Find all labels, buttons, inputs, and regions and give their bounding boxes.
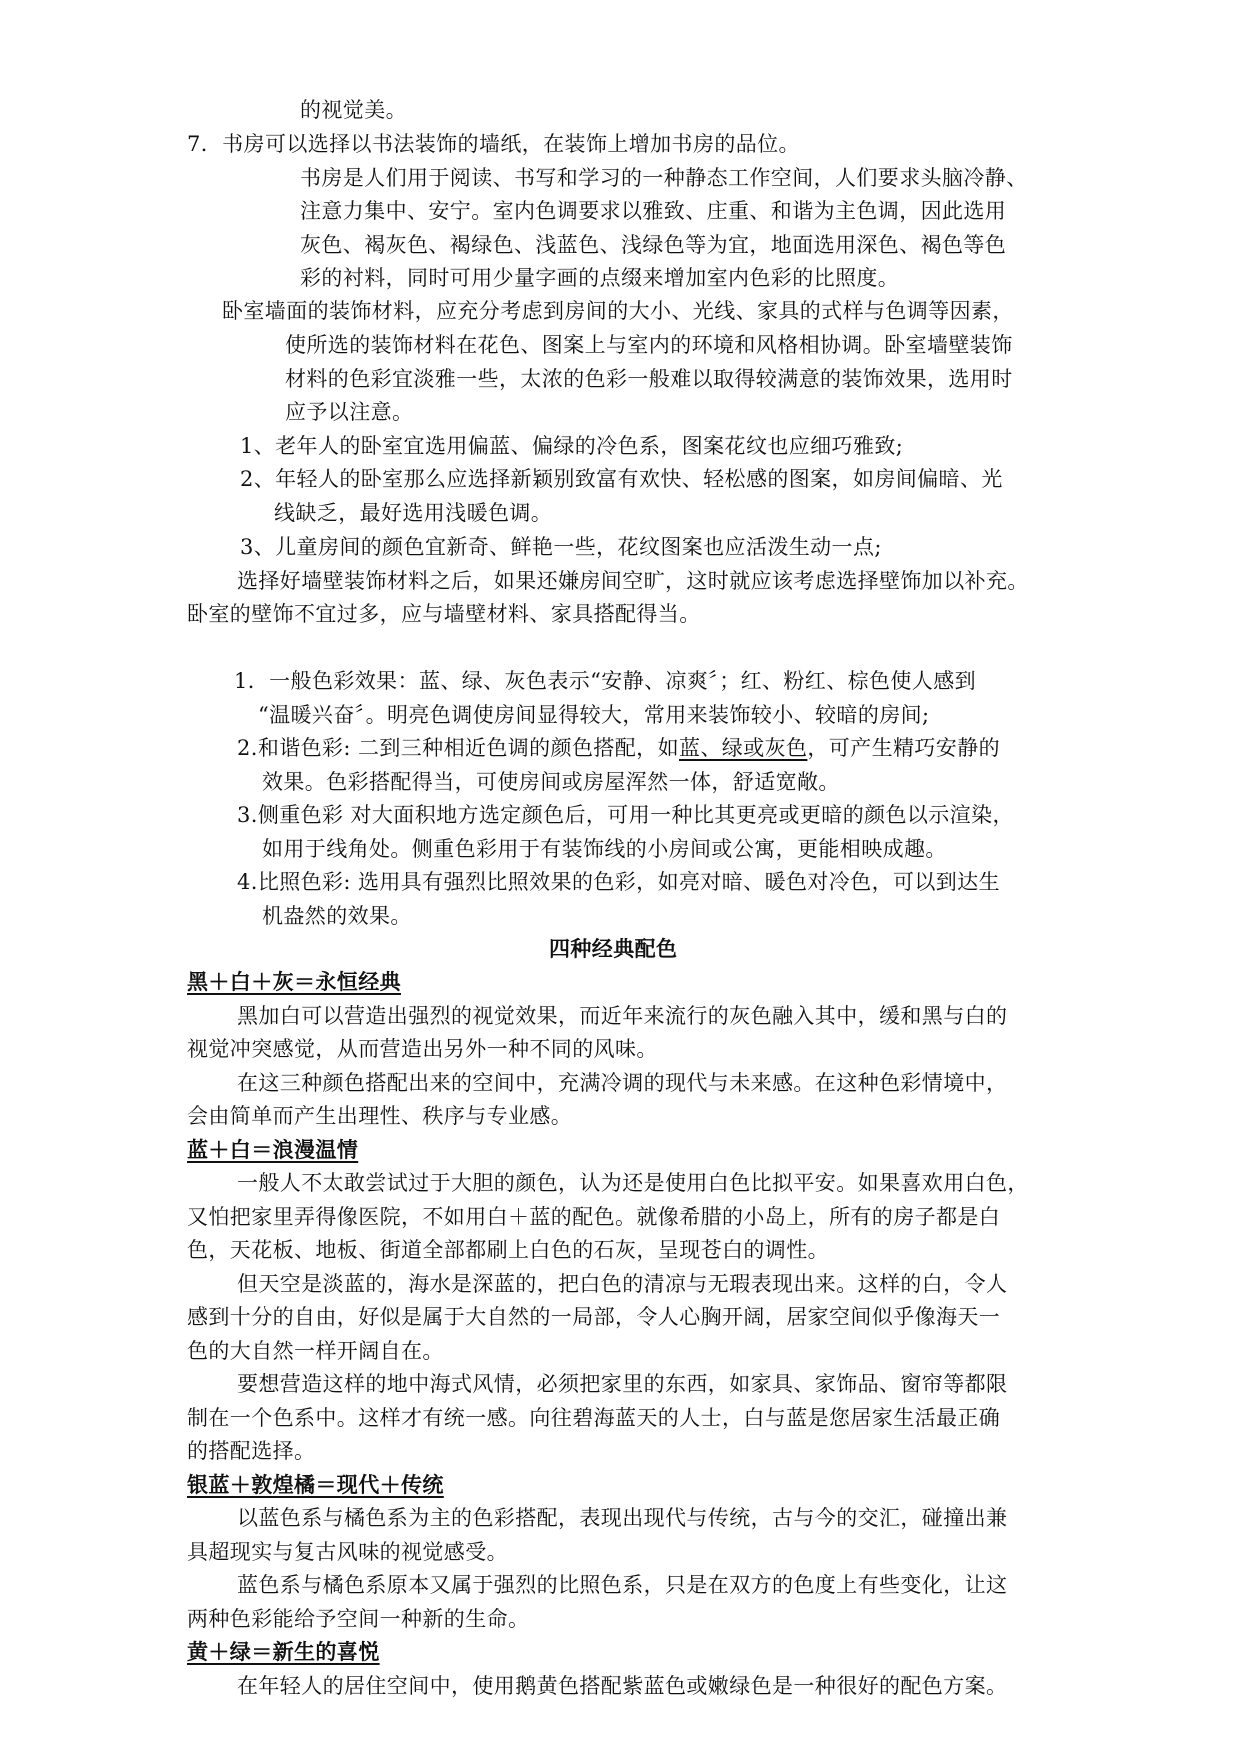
text-line: 会由简单而产生出理性、秩序与专业感。 <box>187 1104 573 1128</box>
subsection-heading: 蓝＋白＝浪漫温情 <box>187 1137 359 1162</box>
text-line: 要想营造这样的地中海式风情，必须把家里的东西，如家具、家饰品、窗帘等都限 <box>237 1372 1008 1396</box>
text-line: 蓝色系与橘色系原本又属于强烈的比照色系，只是在双方的色度上有些变化，让这 <box>237 1573 1008 1597</box>
text-line: 书房是人们用于阅读、书写和学习的一种静态工作空间，人们要求头脑冷静、 <box>300 166 1028 190</box>
text-line: 机盎然的效果。 <box>262 904 412 928</box>
list-item: 4.比照色彩: 选用具有强烈比照效果的色彩，如亮对暗、暖色对冷色，可以到达生 <box>237 870 1000 894</box>
text-line: 卧室的壁饰不宜过多，应与墙壁材料、家具搭配得当。 <box>187 602 701 626</box>
list-item: 1、老年人的卧室宜选用偏蓝、偏绿的冷色系，图案花纹也应细巧雅致; <box>240 434 904 458</box>
text-line: 使所选的装饰材料在花色、图案上与室内的环境和风格相协调。卧室墙壁装饰 <box>285 333 1013 357</box>
list-item: 3.侧重色彩 对大面积地方选定颜色后，可用一种比其更亮或更暗的颜色以示渲染， <box>237 803 1014 827</box>
subsection-heading: 黄＋绿＝新生的喜悦 <box>187 1639 380 1664</box>
underlined-text: 蓝、绿或灰色 <box>679 736 808 760</box>
text-line: 色的大自然一样开阔自在。 <box>187 1339 444 1363</box>
text-line: 卧室墙面的装饰材料，应充分考虑到房间的大小、光线、家具的式样与色调等因素， <box>222 299 1014 323</box>
text-line: 以蓝色系与橘色系为主的色彩搭配，表现出现代与传统，古与今的交汇，碰撞出兼 <box>237 1506 1008 1530</box>
text-line: 的视觉美。 <box>300 98 407 122</box>
text-line: 应予以注意。 <box>285 400 414 424</box>
list-item-7: 7．书房可以选择以书法装饰的墙纸，在装饰上增加书房的品位。 <box>187 132 800 156</box>
text-line: 在年轻人的居住空间中，使用鹅黄色搭配紫蓝色或嫩绿色是一种很好的配色方案。 <box>237 1674 1008 1698</box>
text-line: 感到十分的自由，好似是属于大自然的一局部，令人心胸开阔，居家空间似乎像海天一 <box>187 1305 1001 1329</box>
text-line: 但天空是淡蓝的，海水是深蓝的，把白色的清凉与无瑕表现出来。这样的白，令人 <box>237 1272 1008 1296</box>
text-line: 视觉冲突感觉，从而营造出另外一种不同的风味。 <box>187 1037 658 1061</box>
subsection-heading: 黑＋白＋灰＝永恒经典 <box>187 969 401 994</box>
list-item: 1．一般色彩效果：蓝、绿、灰色表示“安静、凉爽〞；红、粉红、棕色使人感到 <box>234 669 976 693</box>
text-line: 彩的衬料，同时可用少量字画的点缀来增加室内色彩的比照度。 <box>300 266 900 290</box>
text-line: 灰色、褐灰色、褐绿色、浅蓝色、浅绿色等为宜，地面选用深色、褐色等色 <box>300 233 1007 257</box>
list-item <box>237 733 1000 763</box>
text-line: 效果。色彩搭配得当，可使房间或房屋浑然一体，舒适宽敞。 <box>262 770 840 794</box>
text-line: “温暖兴奋〞。明亮色调使房间显得较大，常用来装饰较小、较暗的房间; <box>258 703 930 727</box>
text-line: 两种色彩能给予空间一种新的生命。 <box>187 1607 530 1631</box>
text-line: 又怕把家里弄得像医院，不如用白＋蓝的配色。就像希腊的小岛上，所有的房子都是白 <box>187 1205 1001 1229</box>
text-line: 如用于线角处。侧重色彩用于有装饰线的小房间或公寓，更能相映成趣。 <box>262 837 947 861</box>
text-line: 色，天花板、地板、街道全部都刷上白色的石灰，呈现苍白的调性。 <box>187 1238 829 1262</box>
text-segment: 2.和谐色彩: 二到三种相近色调的颜色搭配，如 <box>237 736 679 760</box>
text-line: 选择好墙壁装饰材料之后，如果还嫌房间空旷，这时就应该考虑选择壁饰加以补充。 <box>237 569 1029 593</box>
list-item: 3、儿童房间的颜色宜新奇、鲜艳一些，花纹图案也应活泼生动一点; <box>240 535 882 559</box>
section-title: 四种经典配色 <box>549 936 678 961</box>
text-line: 材料的色彩宜淡雅一些，太浓的色彩一般难以取得较满意的装饰效果，选用时 <box>285 367 1013 391</box>
text-line: 注意力集中、安宁。室内色调要求以雅致、庄重、和谐为主色调，因此选用 <box>300 199 1007 223</box>
list-item: 2、年轻人的卧室那么应选择新颖别致富有欢快、轻松感的图案，如房间偏暗、光 <box>240 467 1003 491</box>
text-line: 制在一个色系中。这样才有统一感。向往碧海蓝天的人士，白与蓝是您居家生活最正确 <box>187 1406 1001 1430</box>
text-line: 的搭配选择。 <box>187 1439 316 1463</box>
text-line: 一般人不太敢尝试过于大胆的颜色，认为还是使用白色比拟平安。如果喜欢用白色， <box>237 1171 1029 1195</box>
text-line: 在这三种颜色搭配出来的空间中，充满冷调的现代与未来感。在这种色彩情境中， <box>237 1071 1008 1095</box>
subsection-heading: 银蓝＋敦煌橘＝现代＋传统 <box>187 1472 444 1497</box>
text-line: 具超现实与复古风味的视觉感受。 <box>187 1540 508 1564</box>
text-line: 线缺乏，最好选用浅暖色调。 <box>274 501 553 525</box>
text-line: 黑加白可以营造出强烈的视觉效果，而近年来流行的灰色融入其中，缓和黑与白的 <box>237 1004 1008 1028</box>
text-segment: ，可产生精巧安静的 <box>807 736 1001 760</box>
